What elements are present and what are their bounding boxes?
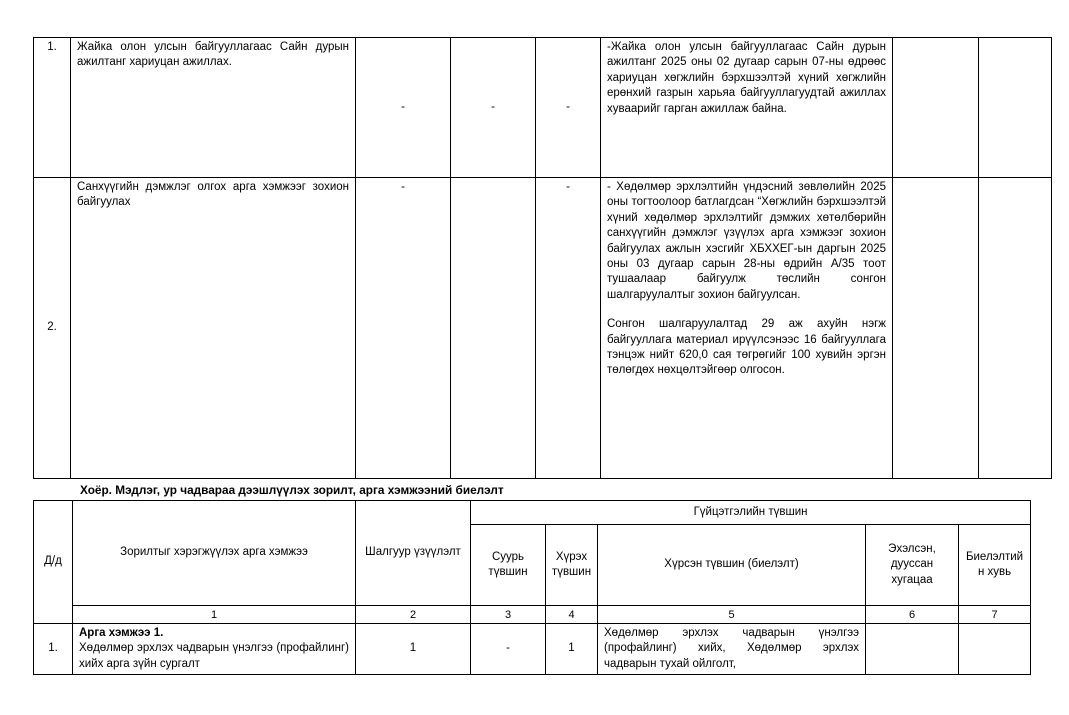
indicator-cell: - [356, 38, 451, 178]
base-level-cell: - [451, 38, 536, 178]
row-number-cell: 1. [34, 624, 73, 675]
result-paragraph: Сонгон шалгаруулалтад 29 аж ахуйн нэгж байгууллага материал ирүүлсэнээс 16 байгууллага тэнцэж нийт 620,0 сая төгрөгийг 100 хувийн эргэн төлөгдөх нөхцөлтэйгөөр олгосон. [607, 318, 886, 377]
col-number: 7 [959, 606, 1031, 624]
col-number: 3 [471, 606, 546, 624]
activity-result-table [33, 37, 1052, 479]
achieved-level-cell: Хөдөлмөр эрхлэх чадварын үнэлгээ (профайлинг) хийх, Хөдөлмөр эрхлэх чадварын тухай ойлголт, [598, 624, 866, 675]
percent-cell [979, 178, 1052, 479]
percent-cell [979, 38, 1052, 178]
percent-cell [959, 624, 1031, 675]
base-level-cell [451, 178, 536, 479]
base-level-cell: - [471, 624, 546, 675]
result-cell: -Жайка олон улсын байгууллагаас Сайн дурын ажилтанг 2025 оны 02 дугаар сарын 07-ны өдрөөс хариуцан хөгжлийн бэрхшээлтэй хүний хөгжлийн ерөнхий газрын харьяа байгууллагуудтай ажиллах хуваарийг гарган ажиллаж байна. [601, 38, 893, 178]
table-row [34, 178, 1052, 479]
col-number: 2 [356, 606, 471, 624]
measure-cell: Санхүүгийн дэмжлэг олгох арга хэмжээг зохион байгуулах [71, 178, 356, 479]
table-row [34, 624, 1031, 675]
result-cell [601, 178, 893, 479]
header-period: Эхэлсэн, дууссан хугацаа [866, 525, 959, 606]
header-achieved-level: Хүрсэн түвшин (биелэлт) [598, 525, 866, 606]
table-row [34, 38, 1052, 178]
header-indicator: Шалгуур үзүүлэлт [356, 501, 471, 606]
header-performance: Гүйцэтгэлийн түвшин [471, 501, 1031, 525]
header-percent: Биелэлтийн хувь [959, 525, 1031, 606]
period-cell [893, 38, 979, 178]
target-level-cell: 1 [546, 624, 598, 675]
measure-cell: Жайка олон улсын байгууллагаас Сайн дурын ажилтанг хариуцан ажиллах. [71, 38, 356, 178]
header-target-level: Хүрэх түвшин [546, 525, 598, 606]
col-number: 4 [546, 606, 598, 624]
column-numbering-row [34, 606, 1031, 624]
indicator-cell: 1 [356, 624, 471, 675]
header-row-1 [34, 501, 1031, 525]
row-number-cell: 1. [34, 38, 71, 178]
measure-cell [73, 624, 356, 675]
header-num: Д/д [34, 501, 73, 624]
result-paragraph: - Хөдөлмөр эрхлэлтийн үндэсний зөвлөлийн 2025 оны тогтоолоор батлагдсан “Хөгжлийн бэрхшээлтэй хүний хөдөлмөр эрхлэлтийг дэмжих хөтөлбөрийн санхүүгийн дэмжлэг үзүүлэх арга хэмжээг зохион байгуулах ажлын хэсгийг ХБХХЕГ-ын даргын 2025 оны 03 дугаар сарын 28-ны өдрийн А/35 тоот тушаалаар байгуулж төслийн сонгон шалгаруулалтыг зохион байгуулсан. [607, 181, 886, 301]
row-number-cell: 2. [34, 178, 71, 479]
section-heading: Хоёр. Мэдлэг, ур чадвараа дээшлүүлэх зорилт, арга хэмжээний биелэлт [80, 483, 504, 497]
col-number: 6 [866, 606, 959, 624]
target-level-cell: - [536, 38, 601, 178]
goal-implementation-table [33, 500, 1031, 675]
header-base-level: Суурь түвшин [471, 525, 546, 606]
indicator-cell: - [356, 178, 451, 479]
measure-text: Хөдөлмөр эрхлэх чадварын үнэлгээ (профайлинг) хийх арга зүйн сургалт [79, 642, 349, 670]
period-cell [893, 178, 979, 479]
measure-title: Арга хэмжээ 1. [79, 627, 164, 639]
period-cell [866, 624, 959, 675]
col-number: 1 [73, 606, 356, 624]
target-level-cell: - [536, 178, 601, 479]
header-measure: Зорилтыг хэрэгжүүлэх арга хэмжээ [73, 501, 356, 606]
col-number: 5 [598, 606, 866, 624]
